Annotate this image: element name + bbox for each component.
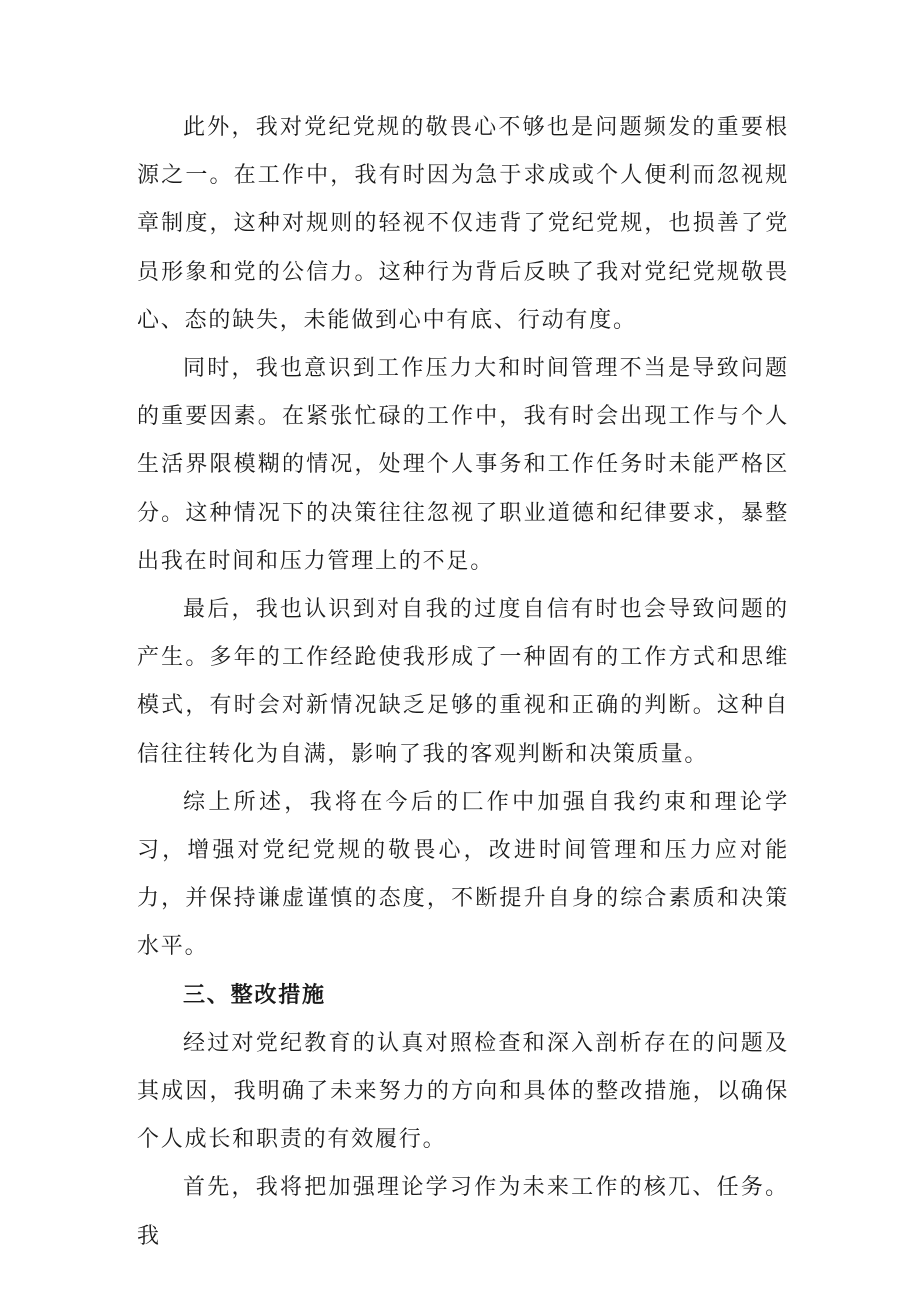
document-page xyxy=(137,104,789,1261)
paragraph-rectification-intro: 经过对党纪教育的认真对照检查和深入剖析存在的问题及其成因，我明确了未来努力的方向和具体的整改措施，以确保个人成长和职责的有效履行。 xyxy=(137,1030,789,1153)
paragraph-time-pressure: 同时，我也意识到工作压力大和时间管理不当是导致问题的重要因素。在紧张忙碌的工作中，我有时会出现工作与个人生活界限模糊的情况，处理个人事务和工作任务时未能严格区分。这种情况下的决策往往忽视了职业道德和纪律要求，暴整出我在时间和压力管理上的不足。 xyxy=(137,356,789,574)
paragraph-overconfidence: 最后，我也认识到对自我的过度自信有时也会导致问题的产生。多年的工作经跄使我形成了一种固有的工作方式和思维模式，有时会对新情况缺乏足够的重视和正确的判断。这种自信往往转化为自满，影响了我的客观判断和决策质量。 xyxy=(137,597,789,767)
paragraph-first-measure: 首先，我将把加强理论学习作为未来工作的核兀、任务。我 xyxy=(137,1175,789,1249)
section-heading: 三、整改措施 xyxy=(183,982,326,1008)
paragraph-summary: 综上所述，我将在今后的匚作中加强自我约束和理论学习，增强对党纪党规的敬畏心，改进时间管理和压力应对能力，并保持谦虚谨慎的态度，不断提升自身的综合素质和决策水平。 xyxy=(137,789,789,960)
paragraph-reverence: 此外，我对党纪党规的敬畏心不够也是问题频发的重要根源之一。在工作中，我有时因为急于求成或个人便利而忽视规章制度，这种对规则的轻视不仅违背了党纪党规，也损善了党员形象和党的公信力。这种行为背后反映了我对党纪党规敬畏心、态的缺失，未能做到心中有底、行动有度。 xyxy=(137,115,789,333)
